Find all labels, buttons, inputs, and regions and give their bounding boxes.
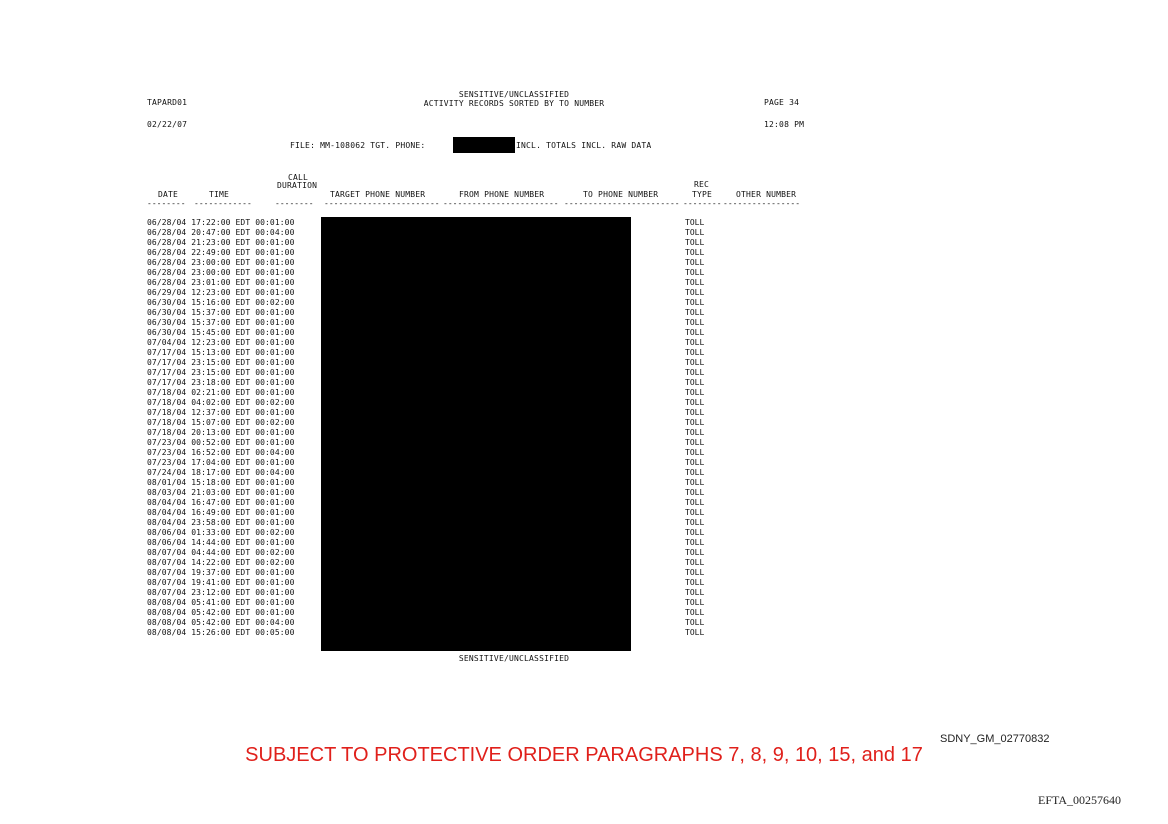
cell-date: 08/06/04	[147, 538, 187, 547]
classification-header: SENSITIVE/UNCLASSIFIED	[458, 90, 570, 99]
dash-from: ------------------------	[443, 199, 559, 208]
report-title: ACTIVITY RECORDS SORTED BY TO NUMBER	[423, 99, 605, 108]
cell-duration: 00:01:00	[255, 248, 295, 257]
cell-rec-type: TOLL	[685, 438, 705, 447]
cell-time: 14:44:00 EDT	[191, 538, 251, 547]
cell-rec-type: TOLL	[685, 408, 705, 417]
cell-time: 12:23:00 EDT	[191, 288, 251, 297]
cell-time: 15:37:00 EDT	[191, 318, 251, 327]
cell-date: 07/17/04	[147, 348, 187, 357]
cell-date: 07/23/04	[147, 448, 187, 457]
table-row	[147, 388, 323, 398]
cell-time: 23:01:00 EDT	[191, 278, 251, 287]
table-row	[147, 448, 323, 458]
cell-time: 19:37:00 EDT	[191, 568, 251, 577]
cell-rec-type: TOLL	[685, 558, 705, 567]
cell-time: 15:13:00 EDT	[191, 348, 251, 357]
table-row	[147, 498, 323, 508]
cell-date: 08/07/04	[147, 588, 187, 597]
table-row	[147, 288, 323, 298]
cell-rec-type: TOLL	[685, 598, 705, 607]
cell-duration: 00:01:00	[255, 378, 295, 387]
efta-number: EFTA_00257640	[1038, 793, 1122, 807]
table-row	[147, 358, 323, 368]
cell-rec-type: TOLL	[685, 218, 705, 227]
phone-numbers-redaction	[321, 217, 631, 651]
cell-date: 06/28/04	[147, 228, 187, 237]
cell-date: 08/07/04	[147, 568, 187, 577]
cell-rec-type: TOLL	[685, 278, 705, 287]
cell-duration: 00:02:00	[255, 548, 295, 557]
dash-type: --------	[683, 199, 722, 208]
cell-duration: 00:01:00	[255, 338, 295, 347]
cell-rec-type: TOLL	[685, 528, 705, 537]
cell-date: 07/18/04	[147, 428, 187, 437]
cell-time: 16:49:00 EDT	[191, 508, 251, 517]
column-rec: REC	[694, 180, 710, 189]
cell-rec-type: TOLL	[685, 348, 705, 357]
cell-date: 07/24/04	[147, 468, 187, 477]
cell-duration: 00:01:00	[255, 538, 295, 547]
cell-rec-type: TOLL	[685, 258, 705, 267]
cell-duration: 00:01:00	[255, 388, 295, 397]
cell-duration: 00:01:00	[255, 408, 295, 417]
table-row	[147, 318, 323, 328]
cell-date: 07/04/04	[147, 338, 187, 347]
bates-number: SDNY_GM_02770832	[940, 733, 1050, 745]
cell-rec-type: TOLL	[685, 308, 705, 317]
cell-time: 23:15:00 EDT	[191, 358, 251, 367]
dash-date: --------	[147, 199, 186, 208]
table-row	[147, 538, 323, 548]
cell-duration: 00:01:00	[255, 278, 295, 287]
cell-date: 08/04/04	[147, 508, 187, 517]
cell-date: 08/08/04	[147, 598, 187, 607]
cell-duration: 00:01:00	[255, 508, 295, 517]
cell-time: 15:37:00 EDT	[191, 308, 251, 317]
cell-duration: 00:04:00	[255, 468, 295, 477]
cell-time: 15:07:00 EDT	[191, 418, 251, 427]
cell-duration: 00:01:00	[255, 428, 295, 437]
cell-rec-type: TOLL	[685, 618, 705, 627]
cell-rec-type: TOLL	[685, 428, 705, 437]
protective-order-banner: SUBJECT TO PROTECTIVE ORDER PARAGRAPHS 7, 8, 9, 10, 15, and 17	[245, 744, 923, 766]
cell-date: 06/29/04	[147, 288, 187, 297]
cell-date: 06/30/04	[147, 318, 187, 327]
column-target-phone: TARGET PHONE NUMBER	[330, 190, 426, 199]
cell-time: 18:17:00 EDT	[191, 468, 251, 477]
table-row	[147, 608, 323, 618]
cell-rec-type: TOLL	[685, 318, 705, 327]
cell-date: 08/04/04	[147, 518, 187, 527]
cell-duration: 00:01:00	[255, 328, 295, 337]
cell-date: 06/30/04	[147, 308, 187, 317]
cell-time: 23:12:00 EDT	[191, 588, 251, 597]
table-row	[147, 618, 323, 628]
cell-duration: 00:01:00	[255, 488, 295, 497]
cell-rec-type: TOLL	[685, 518, 705, 527]
cell-rec-type: TOLL	[685, 268, 705, 277]
cell-rec-type: TOLL	[685, 448, 705, 457]
cell-duration: 00:01:00	[255, 238, 295, 247]
cell-date: 08/08/04	[147, 618, 187, 627]
cell-time: 21:03:00 EDT	[191, 488, 251, 497]
cell-time: 15:26:00 EDT	[191, 628, 251, 637]
column-type: TYPE	[692, 190, 713, 199]
table-row	[147, 508, 323, 518]
table-row	[147, 468, 323, 478]
cell-date: 06/30/04	[147, 328, 187, 337]
cell-rec-type: TOLL	[685, 568, 705, 577]
cell-date: 07/18/04	[147, 388, 187, 397]
cell-date: 08/04/04	[147, 498, 187, 507]
cell-duration: 00:01:00	[255, 368, 295, 377]
cell-rec-type: TOLL	[685, 358, 705, 367]
target-phone-redaction	[453, 137, 515, 153]
cell-time: 05:41:00 EDT	[191, 598, 251, 607]
cell-duration: 00:01:00	[255, 268, 295, 277]
cell-rec-type: TOLL	[685, 388, 705, 397]
table-row	[147, 598, 323, 608]
table-row	[147, 628, 323, 638]
cell-rec-type: TOLL	[685, 578, 705, 587]
cell-rec-type: TOLL	[685, 478, 705, 487]
cell-duration: 00:01:00	[255, 608, 295, 617]
cell-time: 15:16:00 EDT	[191, 298, 251, 307]
dash-duration: --------	[275, 199, 314, 208]
table-row	[147, 238, 323, 248]
table-row	[147, 518, 323, 528]
cell-duration: 00:01:00	[255, 358, 295, 367]
table-row	[147, 268, 323, 278]
cell-rec-type: TOLL	[685, 338, 705, 347]
table-row	[147, 278, 323, 288]
table-row	[147, 408, 323, 418]
cell-rec-type: TOLL	[685, 248, 705, 257]
cell-date: 07/18/04	[147, 408, 187, 417]
cell-duration: 00:01:00	[255, 458, 295, 467]
cell-rec-type: TOLL	[685, 368, 705, 377]
cell-time: 21:23:00 EDT	[191, 238, 251, 247]
cell-time: 04:44:00 EDT	[191, 548, 251, 557]
cell-duration: 00:01:00	[255, 568, 295, 577]
cell-rec-type: TOLL	[685, 508, 705, 517]
table-row	[147, 378, 323, 388]
table-row	[147, 558, 323, 568]
cell-date: 07/23/04	[147, 458, 187, 467]
cell-date: 07/17/04	[147, 358, 187, 367]
cell-rec-type: TOLL	[685, 458, 705, 467]
table-row	[147, 218, 323, 228]
cell-date: 08/08/04	[147, 628, 187, 637]
cell-rec-type: TOLL	[685, 228, 705, 237]
cell-rec-type: TOLL	[685, 548, 705, 557]
table-row	[147, 428, 323, 438]
cell-time: 12:37:00 EDT	[191, 408, 251, 417]
cell-date: 08/06/04	[147, 528, 187, 537]
cell-date: 07/17/04	[147, 378, 187, 387]
cell-duration: 00:01:00	[255, 518, 295, 527]
cell-rec-type: TOLL	[685, 588, 705, 597]
cell-duration: 00:01:00	[255, 578, 295, 587]
cell-rec-type: TOLL	[685, 298, 705, 307]
cell-date: 06/28/04	[147, 268, 187, 277]
cell-date: 06/30/04	[147, 298, 187, 307]
cell-duration: 00:02:00	[255, 398, 295, 407]
classification-footer: SENSITIVE/UNCLASSIFIED	[458, 654, 570, 663]
cell-time: 16:47:00 EDT	[191, 498, 251, 507]
cell-date: 08/07/04	[147, 558, 187, 567]
cell-date: 08/01/04	[147, 478, 187, 487]
cell-rec-type: TOLL	[685, 238, 705, 247]
dash-target: ------------------------	[324, 199, 440, 208]
cell-time: 04:02:00 EDT	[191, 398, 251, 407]
file-label: FILE: MM-108062 TGT. PHONE:	[290, 141, 426, 150]
table-row	[147, 398, 323, 408]
cell-date: 06/28/04	[147, 278, 187, 287]
cell-time: 14:22:00 EDT	[191, 558, 251, 567]
cell-rec-type: TOLL	[685, 398, 705, 407]
cell-time: 16:52:00 EDT	[191, 448, 251, 457]
cell-duration: 00:02:00	[255, 418, 295, 427]
cell-duration: 00:01:00	[255, 478, 295, 487]
cell-duration: 00:01:00	[255, 588, 295, 597]
cell-duration: 00:04:00	[255, 618, 295, 627]
cell-rec-type: TOLL	[685, 288, 705, 297]
cell-rec-type: TOLL	[685, 628, 705, 637]
cell-time: 17:22:00 EDT	[191, 218, 251, 227]
cell-time: 01:33:00 EDT	[191, 528, 251, 537]
cell-time: 23:00:00 EDT	[191, 268, 251, 277]
cell-duration: 00:01:00	[255, 498, 295, 507]
rec-type-column	[685, 218, 725, 638]
cell-duration: 00:01:00	[255, 348, 295, 357]
cell-duration: 00:02:00	[255, 558, 295, 567]
cell-time: 22:49:00 EDT	[191, 248, 251, 257]
column-other-number: OTHER NUMBER	[736, 190, 797, 199]
cell-time: 23:15:00 EDT	[191, 368, 251, 377]
file-suffix: INCL. TOTALS INCL. RAW DATA	[516, 141, 652, 150]
cell-rec-type: TOLL	[685, 468, 705, 477]
cell-rec-type: TOLL	[685, 538, 705, 547]
table-row	[147, 568, 323, 578]
cell-date: 07/17/04	[147, 368, 187, 377]
cell-time: 15:45:00 EDT	[191, 328, 251, 337]
cell-date: 06/28/04	[147, 258, 187, 267]
cell-time: 20:47:00 EDT	[191, 228, 251, 237]
column-time: TIME	[209, 190, 230, 199]
column-to-phone: TO PHONE NUMBER	[583, 190, 659, 199]
table-row	[147, 228, 323, 238]
cell-date: 06/28/04	[147, 248, 187, 257]
cell-duration: 00:01:00	[255, 318, 295, 327]
cell-date: 07/23/04	[147, 438, 187, 447]
table-row	[147, 488, 323, 498]
cell-date: 06/28/04	[147, 218, 187, 227]
cell-rec-type: TOLL	[685, 328, 705, 337]
cell-duration: 00:01:00	[255, 258, 295, 267]
cell-time: 12:23:00 EDT	[191, 338, 251, 347]
table-row	[147, 588, 323, 598]
table-row	[147, 458, 323, 468]
table-row	[147, 348, 323, 358]
cell-time: 00:52:00 EDT	[191, 438, 251, 447]
column-from-phone: FROM PHONE NUMBER	[459, 190, 545, 199]
cell-duration: 00:05:00	[255, 628, 295, 637]
cell-duration: 00:02:00	[255, 528, 295, 537]
cell-duration: 00:04:00	[255, 228, 295, 237]
dash-other: ----------------	[723, 199, 801, 208]
table-row	[147, 368, 323, 378]
table-row	[147, 338, 323, 348]
table-row	[147, 478, 323, 488]
table-row	[147, 298, 323, 308]
cell-duration: 00:01:00	[255, 308, 295, 317]
table-row	[147, 438, 323, 448]
table-row	[147, 548, 323, 558]
cell-duration: 00:01:00	[255, 288, 295, 297]
dash-to: ------------------------	[564, 199, 680, 208]
cell-duration: 00:01:00	[255, 438, 295, 447]
table-row	[147, 418, 323, 428]
table-row	[147, 258, 323, 268]
table-row	[147, 328, 323, 338]
cell-date: 07/18/04	[147, 418, 187, 427]
cell-time: 20:13:00 EDT	[191, 428, 251, 437]
column-call: CALL	[288, 173, 309, 182]
cell-time: 23:58:00 EDT	[191, 518, 251, 527]
cell-rec-type: TOLL	[685, 498, 705, 507]
cell-date: 08/07/04	[147, 548, 187, 557]
cell-time: 05:42:00 EDT	[191, 618, 251, 627]
cell-duration: 00:04:00	[255, 448, 295, 457]
program-id: TAPARD01	[147, 98, 188, 107]
cell-rec-type: TOLL	[685, 378, 705, 387]
cell-rec-type: TOLL	[685, 418, 705, 427]
cell-duration: 00:02:00	[255, 298, 295, 307]
cell-date: 08/03/04	[147, 488, 187, 497]
cell-rec-type: TOLL	[685, 608, 705, 617]
report-time: 12:08 PM	[764, 120, 805, 129]
cell-time: 05:42:00 EDT	[191, 608, 251, 617]
cell-date: 06/28/04	[147, 238, 187, 247]
cell-time: 15:18:00 EDT	[191, 478, 251, 487]
cell-time: 17:04:00 EDT	[191, 458, 251, 467]
page-number: PAGE 34	[764, 98, 800, 107]
table-row	[147, 248, 323, 258]
cell-time: 23:00:00 EDT	[191, 258, 251, 267]
dash-time: ------------	[194, 199, 252, 208]
cell-duration: 00:01:00	[255, 598, 295, 607]
column-duration: DURATION	[277, 181, 318, 190]
column-date: DATE	[158, 190, 179, 199]
table-row	[147, 528, 323, 538]
table-row	[147, 308, 323, 318]
cell-duration: 00:01:00	[255, 218, 295, 227]
cell-time: 02:21:00 EDT	[191, 388, 251, 397]
cell-rec-type: TOLL	[685, 488, 705, 497]
activity-records	[147, 218, 323, 638]
cell-date: 08/08/04	[147, 608, 187, 617]
report-date: 02/22/07	[147, 120, 188, 129]
cell-time: 23:18:00 EDT	[191, 378, 251, 387]
cell-date: 07/18/04	[147, 398, 187, 407]
cell-date: 08/07/04	[147, 578, 187, 587]
table-row	[147, 578, 323, 588]
cell-time: 19:41:00 EDT	[191, 578, 251, 587]
